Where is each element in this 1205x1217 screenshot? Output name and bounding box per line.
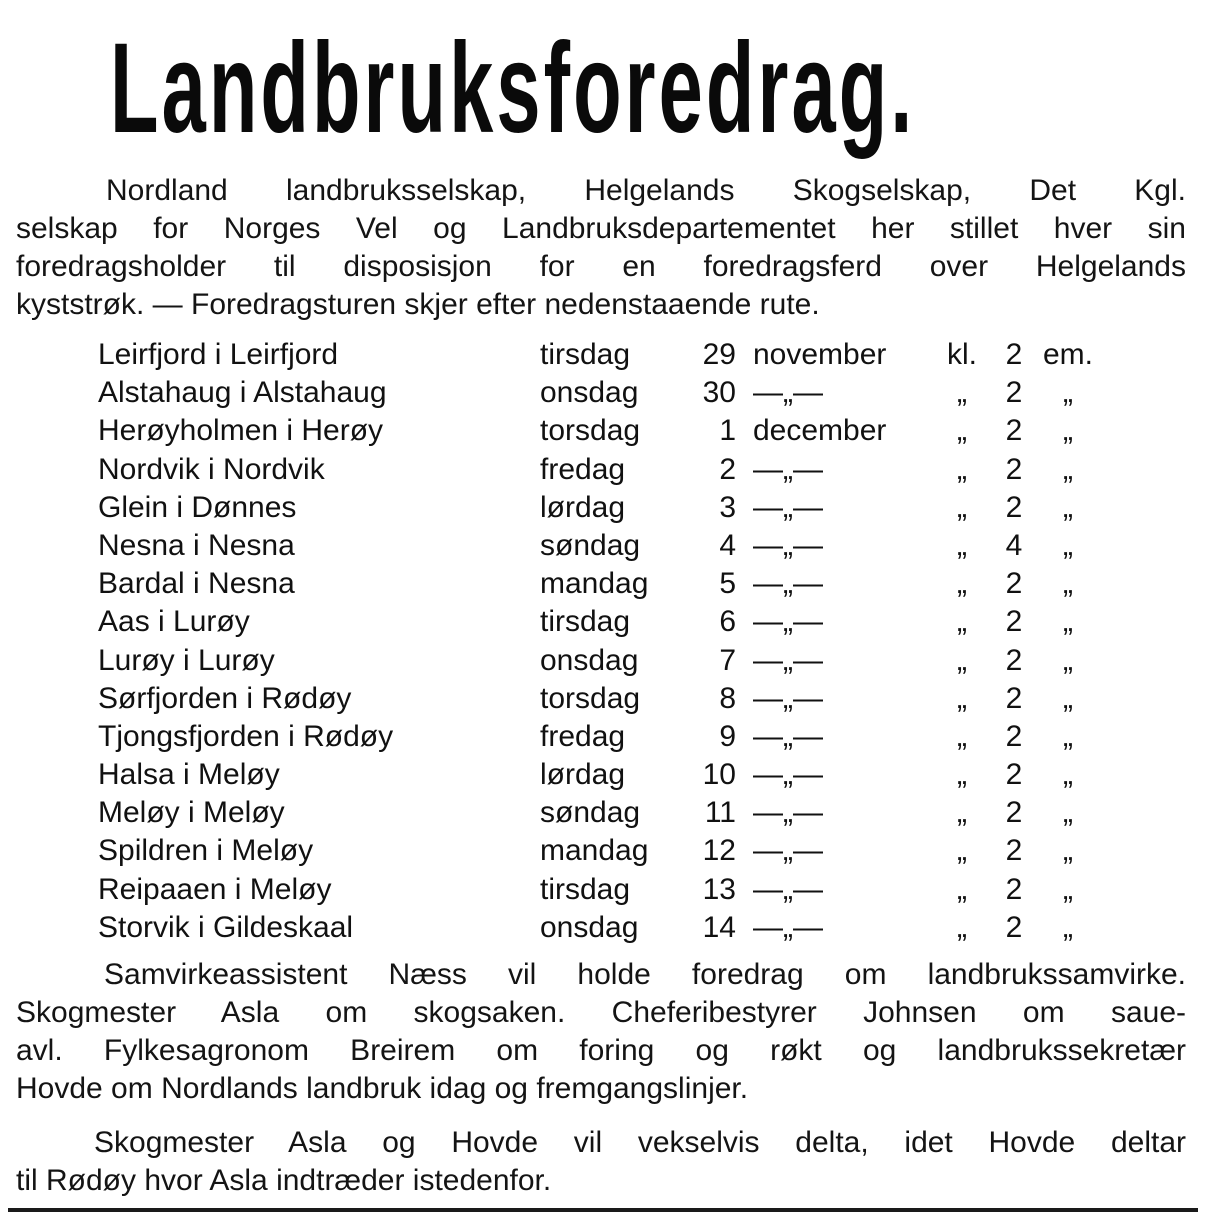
schedule-place: Sørfjorden i Rødøy bbox=[98, 681, 352, 715]
intro-paragraph bbox=[16, 172, 1186, 324]
schedule-kl: „ bbox=[957, 719, 967, 753]
schedule-month: —„— bbox=[753, 834, 823, 868]
schedule-weekday: tirsdag bbox=[540, 872, 631, 906]
schedule-date: 9 bbox=[719, 719, 736, 753]
schedule-em: „ bbox=[1063, 452, 1073, 486]
schedule-row bbox=[98, 832, 1108, 870]
schedule-kl: „ bbox=[957, 643, 967, 677]
intro-line: Nordland landbruksselskap, Helgelands Skogselskap, Det Kgl. bbox=[106, 174, 1186, 207]
schedule-date: 1 bbox=[719, 414, 736, 448]
schedule-date: 30 bbox=[702, 376, 736, 410]
schedule-hour: 2 bbox=[1005, 872, 1023, 906]
schedule-row bbox=[98, 642, 1108, 680]
schedule-kl: „ bbox=[957, 834, 967, 868]
schedule-em: em. bbox=[1042, 338, 1093, 371]
schedule-month: —„— bbox=[753, 528, 823, 562]
schedule-weekday: fredag bbox=[540, 719, 626, 753]
schedule-weekday: tirsdag bbox=[540, 605, 631, 639]
schedule-row bbox=[98, 336, 1108, 374]
schedule-weekday: tirsdag bbox=[540, 338, 631, 371]
schedule-kl: „ bbox=[957, 528, 967, 562]
headline: Landbruksforedrag. bbox=[110, 17, 916, 160]
schedule-em: „ bbox=[1063, 528, 1073, 562]
schedule-place: Bardal i Nesna bbox=[98, 567, 295, 601]
schedule-kl: „ bbox=[957, 376, 967, 410]
schedule-place: Alstahaug i Alstahaug bbox=[98, 376, 387, 410]
schedule-month: —„— bbox=[753, 605, 823, 639]
speakers-paragraph bbox=[16, 956, 1186, 1108]
schedule-date: 7 bbox=[719, 643, 736, 677]
schedule-place: Nesna i Nesna bbox=[98, 528, 295, 562]
schedule-hour: 2 bbox=[1005, 910, 1023, 944]
schedule-month: november bbox=[753, 338, 887, 371]
schedule-place: Glein i Dønnes bbox=[98, 490, 297, 524]
schedule-row bbox=[98, 565, 1108, 603]
notes-line: Skogmester Asla om skogsaken. Cheferibestyrer Johnsen om saue- bbox=[16, 996, 1186, 1029]
schedule-row bbox=[98, 489, 1108, 527]
schedule-date: 29 bbox=[702, 338, 736, 371]
schedule-date: 13 bbox=[702, 872, 736, 906]
schedule-weekday: torsdag bbox=[540, 414, 641, 448]
schedule-weekday: lørdag bbox=[540, 758, 626, 792]
schedule-month: —„— bbox=[753, 452, 823, 486]
schedule-weekday: søndag bbox=[540, 796, 641, 830]
schedule-date: 5 bbox=[719, 567, 736, 601]
schedule-place: Aas i Lurøy bbox=[98, 605, 250, 639]
schedule-weekday: søndag bbox=[540, 528, 641, 562]
schedule-date: 3 bbox=[719, 490, 736, 524]
schedule-kl: „ bbox=[957, 414, 967, 448]
schedule-hour: 2 bbox=[1005, 376, 1023, 410]
schedule-month: —„— bbox=[753, 567, 823, 601]
schedule-weekday: onsdag bbox=[540, 643, 639, 677]
schedule-date: 12 bbox=[702, 834, 736, 868]
schedule-date: 14 bbox=[702, 910, 736, 944]
schedule-hour: 2 bbox=[1005, 605, 1023, 639]
schedule-kl: „ bbox=[957, 452, 967, 486]
schedule-place: Storvik i Gildeskaal bbox=[98, 910, 354, 944]
lecture-schedule-table bbox=[98, 336, 1108, 947]
schedule-em: „ bbox=[1063, 758, 1073, 792]
closing-paragraph bbox=[16, 1124, 1186, 1200]
schedule-row bbox=[98, 756, 1108, 794]
schedule-month: —„— bbox=[753, 796, 823, 830]
schedule-kl: „ bbox=[957, 910, 967, 944]
schedule-date: 8 bbox=[719, 681, 736, 715]
schedule-month: —„— bbox=[753, 872, 823, 906]
notes-line: Hovde om Nordlands landbruk idag og fremgangslinjer. bbox=[16, 1072, 749, 1105]
schedule-hour: 2 bbox=[1005, 758, 1023, 792]
schedule-em: „ bbox=[1063, 376, 1073, 410]
schedule-month: —„— bbox=[753, 758, 823, 792]
schedule-month: december bbox=[753, 414, 887, 448]
schedule-row bbox=[98, 718, 1108, 756]
schedule-date: 11 bbox=[704, 796, 736, 830]
schedule-hour: 2 bbox=[1005, 338, 1023, 371]
schedule-em: „ bbox=[1063, 872, 1073, 906]
schedule-row bbox=[98, 603, 1108, 641]
schedule-place: Leirfjord i Leirfjord bbox=[98, 338, 339, 371]
schedule-em: „ bbox=[1063, 490, 1073, 524]
schedule-row bbox=[98, 374, 1108, 412]
schedule-hour: 2 bbox=[1005, 719, 1023, 753]
schedule-kl: „ bbox=[957, 567, 967, 601]
schedule-em: „ bbox=[1063, 414, 1073, 448]
schedule-month: —„— bbox=[753, 681, 823, 715]
schedule-place: Tjongsfjorden i Rødøy bbox=[98, 719, 394, 753]
schedule-place: Lurøy i Lurøy bbox=[98, 643, 275, 677]
schedule-place: Halsa i Meløy bbox=[98, 758, 280, 792]
intro-line: foredragsholder til disposisjon for en foredragsferd over Helgelands bbox=[16, 250, 1186, 283]
schedule-em: „ bbox=[1063, 910, 1073, 944]
schedule-row bbox=[98, 412, 1108, 450]
schedule-kl: „ bbox=[957, 796, 967, 830]
notes-line: avl. Fylkesagronom Breirem om foring og røkt og landbrukssekretær bbox=[16, 1034, 1186, 1067]
schedule-date: 6 bbox=[719, 605, 736, 639]
schedule-em: „ bbox=[1063, 681, 1073, 715]
schedule-place: Nordvik i Nordvik bbox=[98, 452, 325, 486]
schedule-row bbox=[98, 527, 1108, 565]
schedule-date: 4 bbox=[719, 528, 736, 562]
schedule-kl: „ bbox=[957, 681, 967, 715]
bottom-divider bbox=[8, 1208, 1198, 1212]
schedule-weekday: mandag bbox=[540, 567, 649, 601]
schedule-hour: 2 bbox=[1005, 452, 1023, 486]
schedule-em: „ bbox=[1063, 796, 1073, 830]
schedule-weekday: fredag bbox=[540, 452, 626, 486]
intro-line: kyststrøk. — Foredragsturen skjer efter nedenstaaende rute. bbox=[16, 288, 820, 321]
schedule-em: „ bbox=[1063, 834, 1073, 868]
schedule-em: „ bbox=[1063, 567, 1073, 601]
schedule-month: —„— bbox=[753, 490, 823, 524]
schedule-row bbox=[98, 794, 1108, 832]
schedule-kl: „ bbox=[957, 490, 967, 524]
schedule-em: „ bbox=[1063, 643, 1073, 677]
schedule-hour: 2 bbox=[1005, 681, 1023, 715]
closing-line: Skogmester Asla og Hovde vil vekselvis delta, idet Hovde deltar bbox=[94, 1126, 1186, 1159]
schedule-place: Herøyholmen i Herøy bbox=[98, 414, 384, 448]
schedule-row bbox=[98, 680, 1108, 718]
schedule-month: —„— bbox=[753, 910, 823, 944]
schedule-weekday: lørdag bbox=[540, 490, 626, 524]
schedule-hour: 2 bbox=[1005, 414, 1023, 448]
schedule-kl: „ bbox=[957, 758, 967, 792]
schedule-kl: kl. bbox=[947, 338, 977, 371]
intro-line: selskap for Norges Vel og Landbruksdepartementet her stillet hver sin bbox=[16, 212, 1186, 245]
schedule-weekday: onsdag bbox=[540, 910, 639, 944]
schedule-weekday: onsdag bbox=[540, 376, 639, 410]
schedule-em: „ bbox=[1063, 605, 1073, 639]
schedule-row bbox=[98, 871, 1108, 909]
schedule-row bbox=[98, 909, 1108, 947]
schedule-place: Spildren i Meløy bbox=[98, 834, 314, 868]
schedule-hour: 2 bbox=[1005, 490, 1023, 524]
schedule-em: „ bbox=[1063, 719, 1073, 753]
closing-line: til Rødøy hvor Asla indtræder istedenfor. bbox=[16, 1164, 552, 1197]
schedule-row bbox=[98, 451, 1108, 489]
schedule-date: 2 bbox=[719, 452, 736, 486]
schedule-hour: 2 bbox=[1005, 643, 1023, 677]
schedule-weekday: torsdag bbox=[540, 681, 641, 715]
schedule-hour: 2 bbox=[1005, 567, 1023, 601]
schedule-date: 10 bbox=[702, 758, 736, 792]
notes-line: Samvirkeassistent Næss vil holde foredrag om landbrukssamvirke. bbox=[104, 958, 1186, 991]
schedule-month: —„— bbox=[753, 719, 823, 753]
schedule-place: Meløy i Meløy bbox=[98, 796, 285, 830]
schedule-month: —„— bbox=[753, 643, 823, 677]
schedule-hour: 4 bbox=[1005, 528, 1023, 562]
schedule-hour: 2 bbox=[1005, 796, 1023, 830]
schedule-kl: „ bbox=[957, 872, 967, 906]
schedule-weekday: mandag bbox=[540, 834, 649, 868]
schedule-place: Reipaaen i Meløy bbox=[98, 872, 332, 906]
schedule-kl: „ bbox=[957, 605, 967, 639]
schedule-month: —„— bbox=[753, 376, 823, 410]
schedule-hour: 2 bbox=[1005, 834, 1023, 868]
